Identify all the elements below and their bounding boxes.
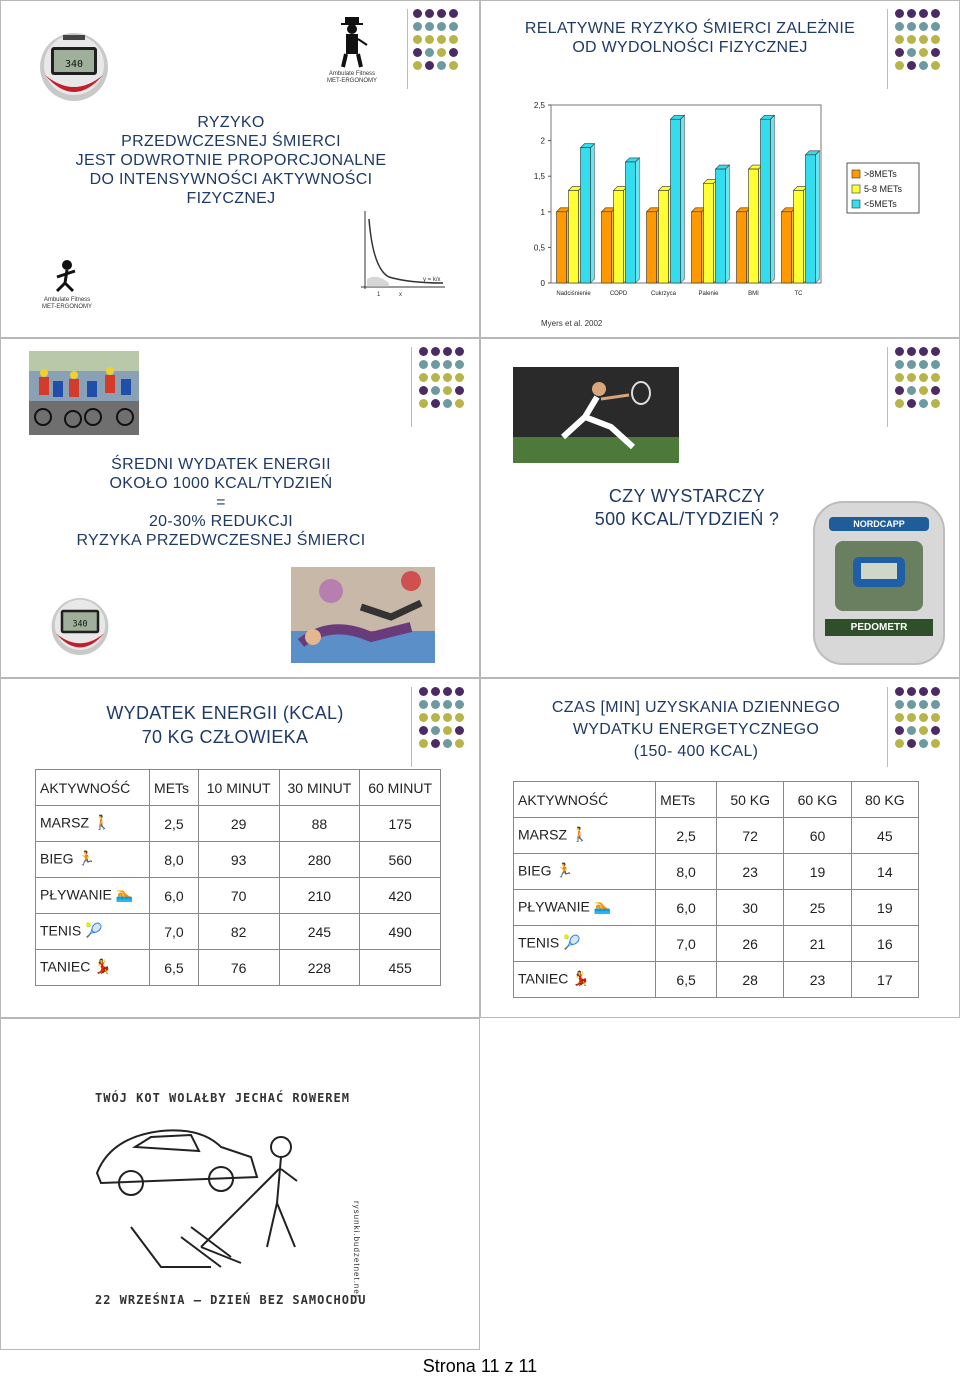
table-header-row [36, 770, 441, 806]
slide2-title: RELATYWNE RYZYKO ŚMIERCI ZALEŻNIE OD WYDOLNOŚCI FIZYCZNEJ [524, 20, 856, 56]
decorative-dots [895, 347, 943, 415]
table-cell: 23 [784, 962, 851, 998]
table-cell: 8,0 [150, 842, 199, 878]
bar [704, 183, 714, 283]
legend-label: >8METs [864, 169, 897, 179]
slide-time-table [480, 678, 960, 1018]
slide-risk-intensity [0, 0, 480, 338]
table-row [514, 962, 919, 998]
runner-icon: 🏃 [555, 861, 573, 878]
table-cell: 6,0 [150, 878, 199, 914]
table-cell: 88 [279, 806, 360, 842]
slide-energy-table [0, 678, 480, 1018]
table-cell: 82 [198, 914, 279, 950]
slide-divider-line [887, 687, 888, 767]
legend-swatch [852, 200, 860, 208]
pedometer-device [835, 541, 923, 611]
bar [602, 212, 612, 283]
column-header: 10 MINUT [198, 770, 279, 806]
table-cell: 8,0 [656, 854, 717, 890]
runner-logo-caption: Ambulate Fitness MET-ERGONOMY [41, 297, 92, 310]
column-header: METs [150, 770, 199, 806]
bike-computer-image [49, 589, 111, 659]
gentleman-logo [327, 15, 377, 75]
activity-name: TANIEC [518, 970, 569, 987]
svg-text:1: 1 [377, 292, 381, 298]
cartoon-top-caption: TWÓJ KOT WOLAŁBY JECHAĆ ROWEREM [95, 1091, 350, 1105]
table-row [36, 878, 441, 914]
activity-name: TENIS [518, 934, 560, 951]
slide-relative-risk-chart [480, 0, 960, 338]
table-cell: 490 [360, 914, 441, 950]
activity-name: BIEG [518, 862, 552, 879]
gentleman-logo-caption: Ambulate Fitness MET-ERGONOMY [326, 71, 377, 84]
slide-is-500-enough [480, 338, 960, 678]
bar [647, 212, 657, 283]
slide3-title: ŚREDNI WYDATEK ENERGII OKOŁO 1000 KCAL/TYDZIEŃ = 20-30% REDUKCJI RYZYKA PRZEDWCZESNEJ ŚMIERCI [76, 456, 366, 549]
dancer-icon: 💃 [572, 969, 590, 986]
table-cell: 6,0 [656, 890, 717, 926]
fitness-class-photo [291, 567, 435, 663]
table-cell: 455 [360, 950, 441, 986]
legend-label: <5METs [864, 199, 897, 209]
svg-text:x: x [399, 292, 402, 298]
x-tick-label: Palenie [698, 291, 719, 297]
table-cell: 420 [360, 878, 441, 914]
table-cell: 19 [851, 890, 918, 926]
x-tick-label: TC [794, 291, 803, 297]
slide6-title: CZAS [MIN] UZYSKANIA DZIENNEGO WYDATKU ENERGETYCZNEGO (150- 400 KCAL) [551, 699, 841, 760]
cartoon-side-text: rysunki.budzetnet.net [352, 1201, 361, 1299]
decorative-dots [895, 9, 943, 77]
runner-icon: 🏃 [77, 849, 95, 866]
table-row [514, 890, 919, 926]
table-cell: 210 [279, 878, 360, 914]
x-tick-label: BMI [748, 291, 759, 297]
tennis-icon: 🎾 [563, 933, 581, 950]
swimmer-icon: 🏊 [115, 885, 134, 902]
slide5-title: WYDATEK ENERGII (KCAL) 70 KG CZŁOWIEKA [106, 703, 344, 747]
activity-name: BIEG [40, 850, 74, 867]
table-cell: 228 [279, 950, 360, 986]
time-to-target-table [513, 781, 919, 998]
table-cell: 6,5 [656, 962, 717, 998]
table-cell: 29 [198, 806, 279, 842]
table-row [36, 950, 441, 986]
bar-side [816, 151, 820, 283]
decorative-dots [419, 687, 467, 755]
bar [692, 212, 702, 283]
relative-risk-bar-chart [511, 93, 931, 309]
bar-side [771, 115, 775, 283]
table-cell: 7,0 [656, 926, 717, 962]
activity-name: PŁYWANIE [518, 898, 590, 915]
walker-icon: 🚶 [93, 813, 111, 830]
bike-computer-image [37, 25, 111, 103]
inverse-proportion-graph [359, 209, 449, 301]
table-cell: 30 [717, 890, 784, 926]
car-cat-cartoon [91, 1117, 391, 1277]
column-header: 60 MINUT [360, 770, 441, 806]
table-cell: 2,5 [150, 806, 199, 842]
slide4-title: CZY WYSTARCZY 500 KCAL/TYDZIEŃ ? [594, 486, 780, 529]
bar [581, 148, 591, 283]
column-header: 80 KG [851, 782, 918, 818]
cartoon-bottom-caption: 22 WRZEŚNIA – DZIEŃ BEZ SAMOCHODU [95, 1293, 367, 1307]
x-tick-label: Nadciśnienie [556, 291, 591, 297]
tennis-photo [513, 367, 679, 463]
bar [569, 190, 579, 283]
bar [557, 212, 567, 283]
bar-side [681, 115, 685, 283]
activity-name: PŁYWANIE [40, 886, 112, 903]
walker-icon: 🚶 [571, 825, 589, 842]
activity-name: TANIEC [40, 958, 91, 975]
column-header: METs [656, 782, 717, 818]
column-header: AKTYWNOŚĆ [514, 782, 656, 818]
pedometer-package [813, 501, 945, 665]
energy-expenditure-table [35, 769, 441, 986]
bar [659, 190, 669, 283]
slide-divider-line [407, 9, 408, 89]
activity-name: MARSZ [40, 814, 89, 831]
swimmer-icon: 🏊 [593, 897, 612, 914]
table-cell: 26 [717, 926, 784, 962]
svg-text:y = k/x: y = k/x [423, 277, 441, 283]
y-tick-label: 0,5 [533, 243, 545, 253]
table-row [36, 914, 441, 950]
legend-label: 5-8 METs [864, 184, 903, 194]
x-tick-label: COPD [609, 291, 628, 297]
slide-divider-line [411, 347, 412, 427]
legend-swatch [852, 170, 860, 178]
table-cell: 72 [717, 818, 784, 854]
table-cell: 93 [198, 842, 279, 878]
table-cell: 245 [279, 914, 360, 950]
table-cell: 2,5 [656, 818, 717, 854]
table-cell: 560 [360, 842, 441, 878]
bar [806, 155, 816, 283]
slide-energy-expenditure [0, 338, 480, 678]
table-cell: 16 [851, 926, 918, 962]
activity-name: MARSZ [518, 826, 567, 843]
table-cell: 25 [784, 890, 851, 926]
x-tick-label: Cukrzyca [650, 291, 677, 297]
table-cell: 28 [717, 962, 784, 998]
table-row [514, 926, 919, 962]
table-cell: 19 [784, 854, 851, 890]
slide-divider-line [887, 347, 888, 427]
slide-divider-line [887, 9, 888, 89]
bar [626, 162, 636, 283]
decorative-dots [419, 347, 467, 415]
bar [749, 169, 759, 283]
slide-car-free-day-cartoon [0, 1018, 480, 1350]
runner-logo [43, 259, 91, 299]
y-tick-label: 1,5 [533, 172, 545, 182]
table-row [36, 842, 441, 878]
table-row [36, 806, 441, 842]
y-tick-label: 2,5 [533, 101, 545, 110]
dancer-icon: 💃 [94, 957, 112, 974]
table-cell: 7,0 [150, 914, 199, 950]
bar-side [726, 165, 730, 283]
bar-side [636, 158, 640, 283]
cyclists-photo [29, 351, 139, 435]
table-cell: 17 [851, 962, 918, 998]
bar [716, 169, 726, 283]
slide-divider-line [411, 687, 412, 767]
slide1-title: RYZYKO PRZEDWCZESNEJ ŚMIERCI JEST ODWROTNIE PROPORCJONALNE DO INTENSYWNOŚCI AKTYWNOŚCI FIZYCZNEJ [75, 114, 387, 207]
tennis-icon: 🎾 [85, 921, 103, 938]
svg-text:340: 340 [64, 59, 84, 70]
bar [761, 119, 771, 283]
bar [671, 119, 681, 283]
table-cell: 21 [784, 926, 851, 962]
page-footer: Strona 11 z 11 [422, 1356, 538, 1376]
column-header: 50 KG [717, 782, 784, 818]
column-header: AKTYWNOŚĆ [36, 770, 150, 806]
table-cell: 76 [198, 950, 279, 986]
table-cell: 280 [279, 842, 360, 878]
bar [614, 190, 624, 283]
bar [782, 212, 792, 283]
table-cell: 6,5 [150, 950, 199, 986]
decorative-dots [413, 9, 461, 77]
decorative-dots [895, 687, 943, 755]
pedometer-brand: NORDCAPP [829, 517, 929, 531]
table-cell: 23 [717, 854, 784, 890]
bar-side [591, 144, 595, 283]
svg-text:340: 340 [72, 618, 88, 629]
activity-name: TENIS [40, 922, 82, 939]
table-header-row [514, 782, 919, 818]
column-header: 30 MINUT [279, 770, 360, 806]
y-tick-label: 0 [540, 279, 545, 288]
table-row [514, 818, 919, 854]
pedometer-label: PEDOMETR [825, 619, 933, 636]
table-cell: 14 [851, 854, 918, 890]
column-header: 60 KG [784, 782, 851, 818]
table-cell: 175 [360, 806, 441, 842]
y-tick-label: 1 [540, 207, 545, 217]
legend-swatch [852, 185, 860, 193]
table-cell: 45 [851, 818, 918, 854]
table-row [514, 854, 919, 890]
bar [794, 190, 804, 283]
table-cell: 60 [784, 818, 851, 854]
bar [737, 212, 747, 283]
table-cell: 70 [198, 878, 279, 914]
y-tick-label: 2 [540, 136, 545, 146]
chart-source: Myers et al. 2002 [541, 319, 603, 328]
